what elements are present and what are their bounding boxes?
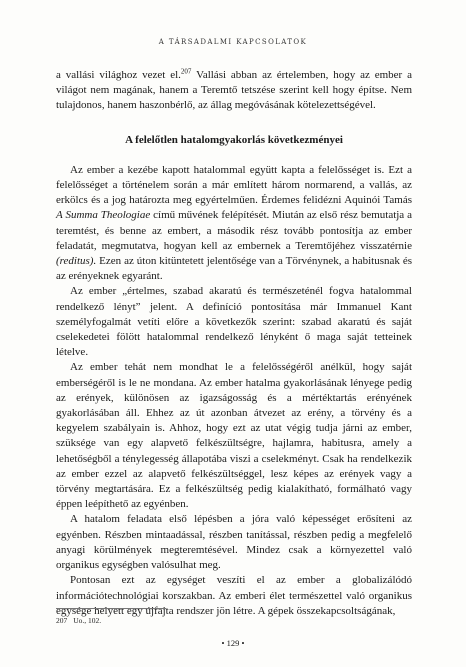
- section-heading: A felelőtlen hatalomgyakorlás következményei: [125, 133, 343, 146]
- paragraph-5: A hatalom feladata első lépésben a jóra való képességet erősíteni az egyénben. Részben mintaadással, részben tanítással, részben pedig a megfelelő anyagi körülmények megteremtésével. Mindez csak a környezettel való organikus egységben valósulhat meg.: [56, 513, 412, 572]
- paragraph-2-text-a: Az ember a kezébe kapott hatalommal együtt kapta a felelősséget is. Ezt a felelősséget a történelem során a már említett három normarend, a vallás, az erkölcs és a jog határozta meg egyértelműen. Érdemes felidézni Aquinói Tamás: [56, 163, 412, 207]
- paragraph-3: Az ember „értelmes, szabad akaratú és természeténél fogva hatalommal rendelkező lényt” jelent. A definíció pontosítása már Immanuel Kant személyfogalmát vetíti előre a következők szerint: szabad akaratú és saját cselekedetei fölött hatalommal rendelkező lényként ő maga saját tetteinek lételve.: [56, 285, 412, 359]
- paragraph-1-text-a: a vallási világhoz vezet el.: [56, 69, 181, 81]
- paragraph-2-text-b: című művének felépítését. Miután az első rész bemutatja a teremtést, és benne az embert, a második rész tovább pontosítja az ember feladatát, megmutatva, hogyan kell az embernek a Teremtőjéhez visszatérnie: [56, 209, 412, 252]
- paragraph-2: [56, 163, 412, 285]
- footnote-number: 207: [56, 616, 68, 625]
- paragraph-6: Pontosan ezt az egységet veszíti el az ember a globalizálódó információtechnológiai korszakban. Az emberi élet természettel való organikus egysége helyett egy újfajta rendszer jön létre. A gépek összekapcsoltságának,: [56, 574, 412, 617]
- footnote: [56, 616, 101, 625]
- paragraph-2-text-c: Ezen az úton kitüntetett jelentősége van a Törvénynek, a habitusnak és az erényeknek egyaránt.: [56, 255, 412, 283]
- paragraph-4: Az ember tehát nem mondhat le a felelősségéről anélkül, hogy saját emberségéről is le ne mondana. Az ember hatalma gyakorlásának lényege pedig az erények, különösen az igazságosság és a mértéktartás erényének gyakorlásában áll. Ehhez az út azonban átvezet az erény, a törvény és a kegyelem szabályain is. Ahhoz, hogy ezt az utat végig tudja járni az ember, szüksége van egy alapvető felkészültségre, hajlamra, habitusra, amely a lehetőségből a ténylegesség állapotába viszi a cselekményt. Csak ha rendelkezik az ember ezzel az alapvető felkészültséggel, lesz képes az erények vagy a törvény megtartására. Ez a felkészültség pedig kialakítható, formálható vagy éppen leépíthető az egyénben.: [56, 361, 412, 511]
- page-number: • 129 •: [221, 638, 245, 648]
- latin-term: (reditus).: [56, 255, 97, 268]
- page-body: [56, 68, 412, 619]
- paragraph-1-text-b: Vallási abban az értelemben, hogy az ember a világot nem magának, hanem a Teremtő tetszése szerint kell hogy építse. Nem tulajdonos, hanem haszonbérlő, az állag megóvásának kötelezettségével.: [56, 69, 412, 112]
- footnote-reference: 207: [180, 67, 192, 76]
- book-title: A Summa Theologiae: [56, 209, 151, 222]
- paragraph-1: [56, 68, 412, 114]
- running-header: A TÁRSADALMI KAPCSOLATOK: [158, 38, 308, 46]
- footnote-text: Uo., 102.: [73, 616, 102, 625]
- footnote-divider: [56, 608, 166, 609]
